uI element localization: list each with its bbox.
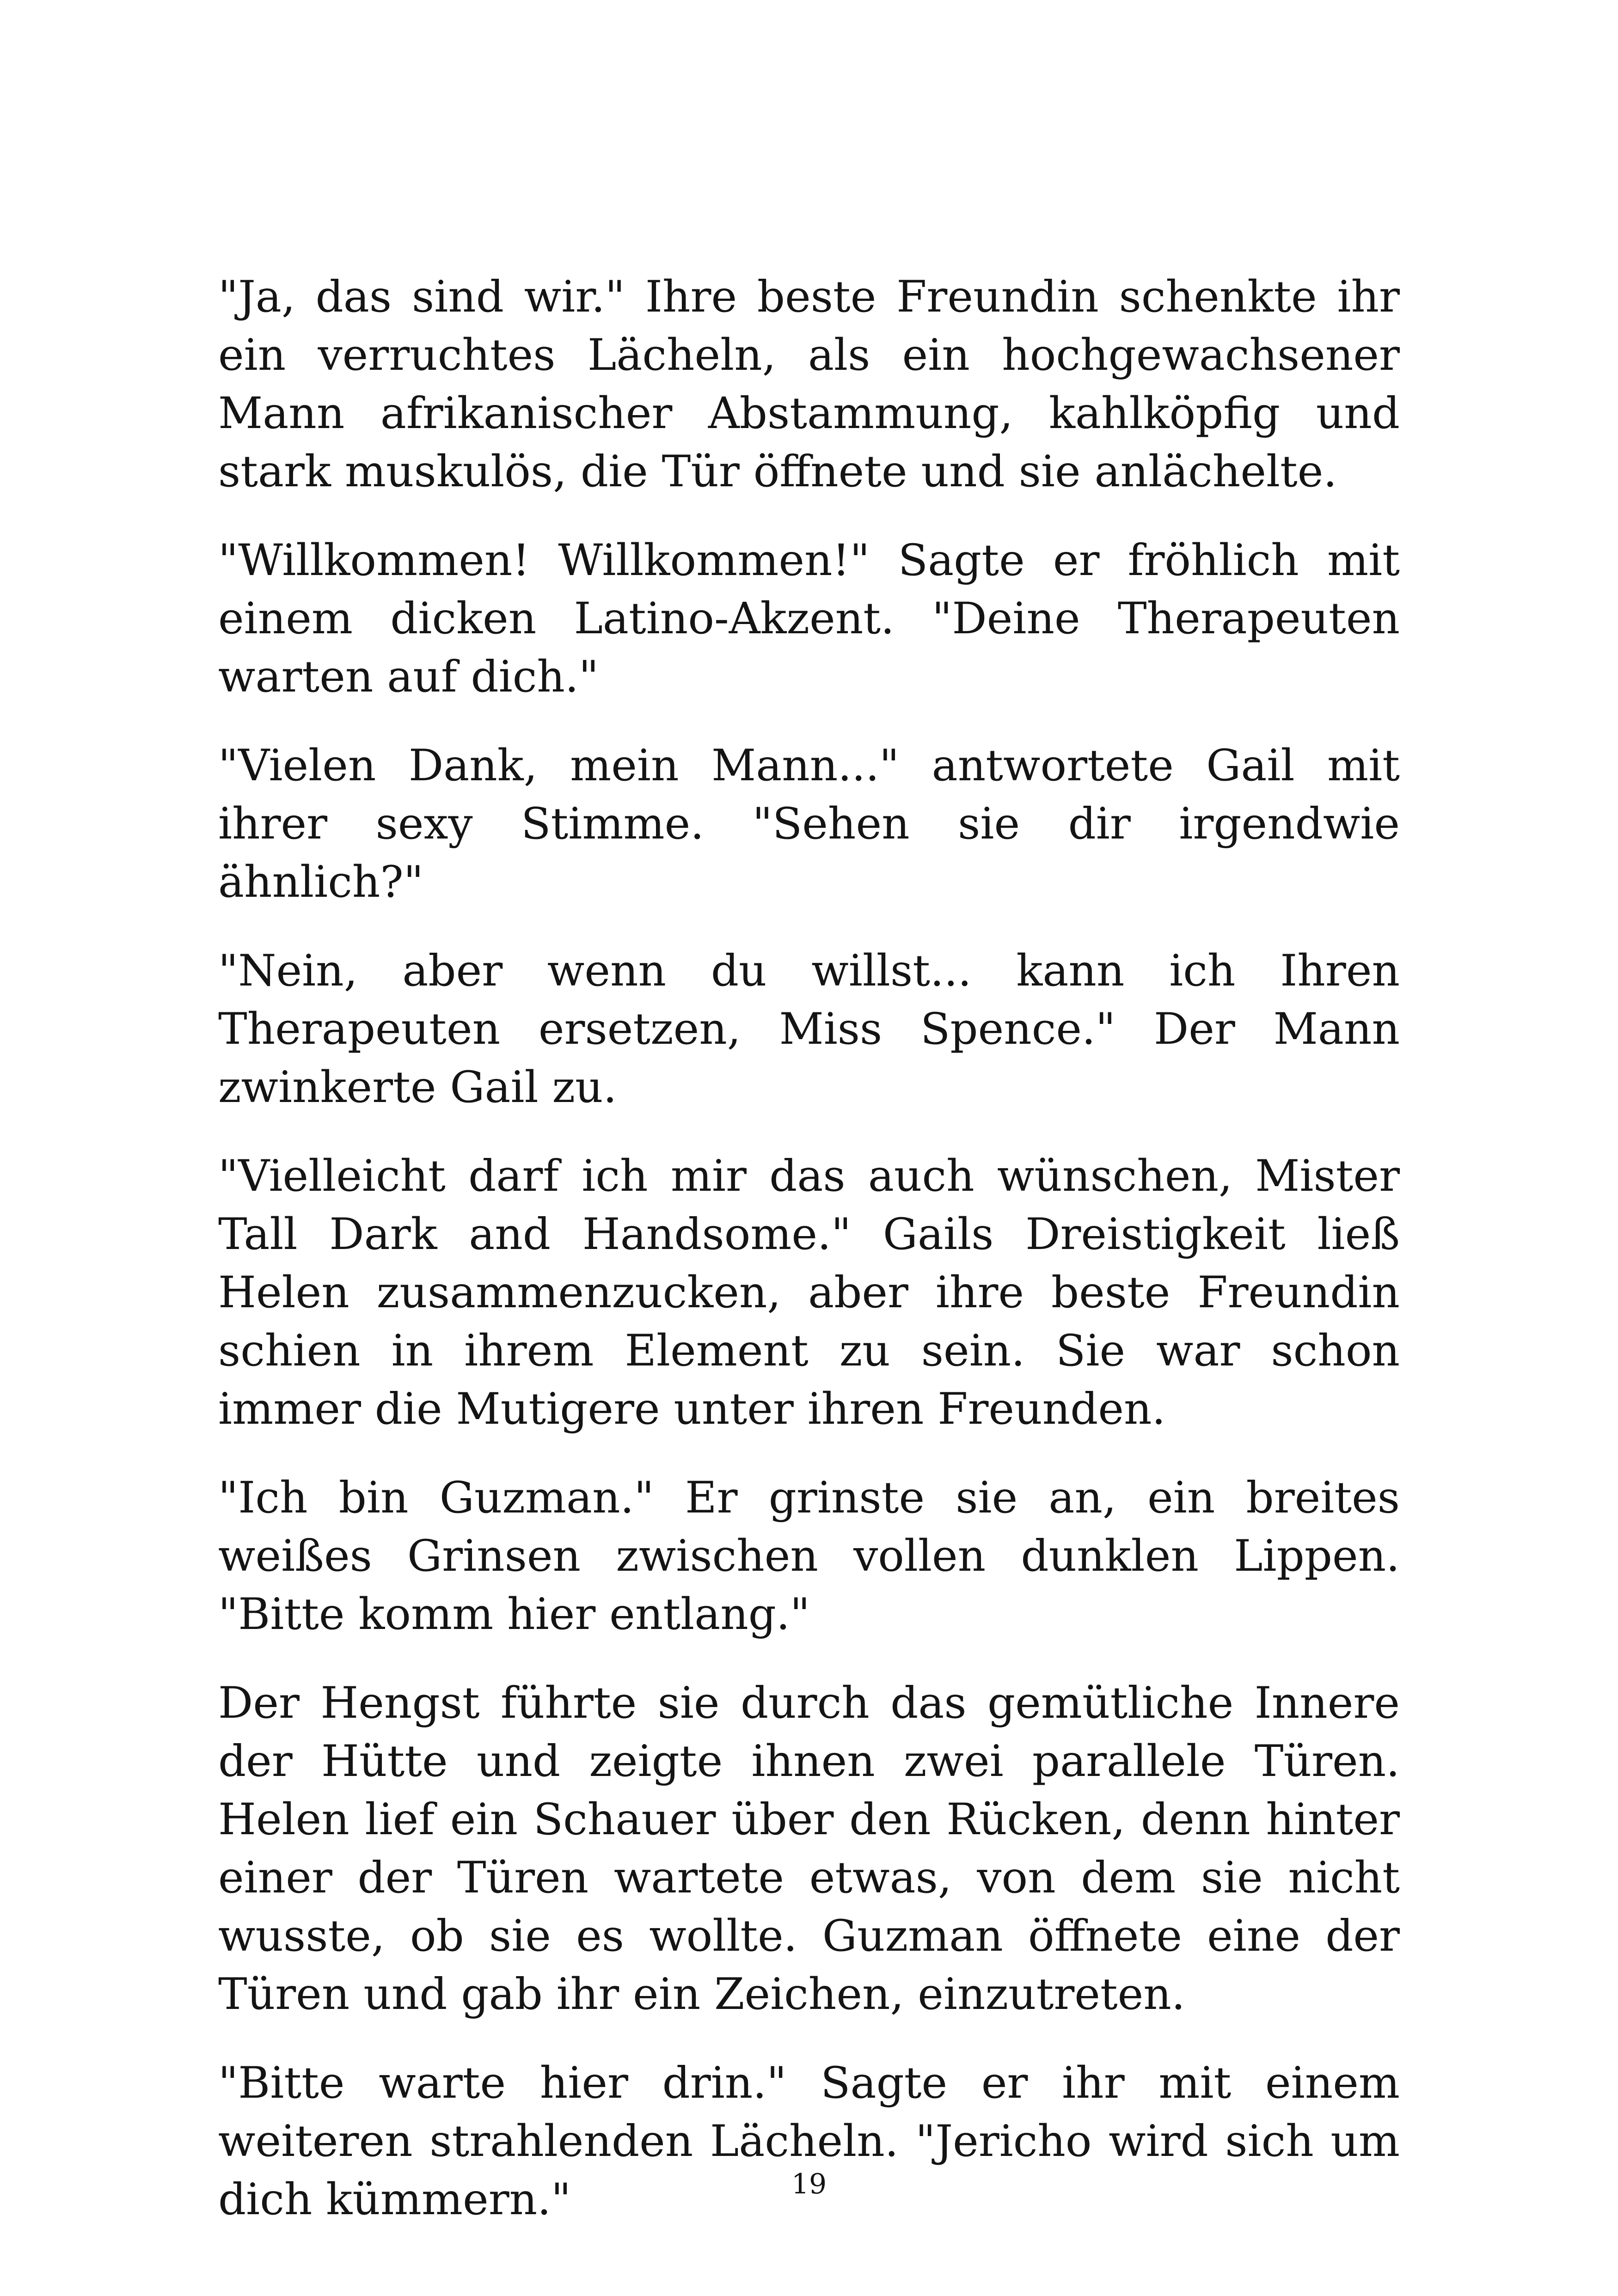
paragraph-1: "Ja, das sind wir." Ihre beste Freundin schenkte ihr ein verruchtes Lächeln, als ein hochgewachsener Mann afrikanischer Abstammung, kahlköpfig und stark muskulös, die Tür öffnete und sie anlächelte. <box>218 272 1400 497</box>
paragraph-5: "Vielleicht darf ich mir das auch wünschen, Mister Tall Dark and Handsome." Gails Dreistigkeit ließ Helen zusammenzucken, aber ihre beste Freundin schien in ihrem Element zu sein. Sie war schon immer die Mutigere unter ihren Freunden. <box>218 1151 1400 1434</box>
paragraph-3: "Vielen Dank, mein Mann..." antwortete Gail mit ihrer sexy Stimme. "Sehen sie dir irgendwie ähnlich?" <box>218 741 1400 907</box>
page-number: 19 <box>791 2168 827 2200</box>
paragraph-7: Der Hengst führte sie durch das gemütliche Innere der Hütte und zeigte ihnen zwei parallele Türen. Helen lief ein Schauer über den Rücken, denn hinter einer der Türen wartete etwas, von dem sie nicht wusste, ob sie es wollte. Guzman öffnete eine der Türen und gab ihr ein Zeichen, einzutreten. <box>218 1678 1400 2020</box>
paragraph-2: "Willkommen! Willkommen!" Sagte er fröhlich mit einem dicken Latino-Akzent. "Deine Therapeuten warten auf dich." <box>218 535 1400 702</box>
paragraph-4: "Nein, aber wenn du willst... kann ich Ihren Therapeuten ersetzen, Miss Spence." Der Mann zwinkerte Gail zu. <box>218 946 1400 1113</box>
paragraph-6: "Ich bin Guzman." Er grinste sie an, ein breites weißes Grinsen zwischen vollen dunklen Lippen. "Bitte komm hier entlang." <box>218 1473 1400 1640</box>
paragraph-8: "Bitte warte hier drin." Sagte er ihr mit einem weiteren strahlenden Lächeln. "Jericho wird sich um dich kümmern." <box>218 2058 1400 2225</box>
page-body <box>218 268 1400 2259</box>
